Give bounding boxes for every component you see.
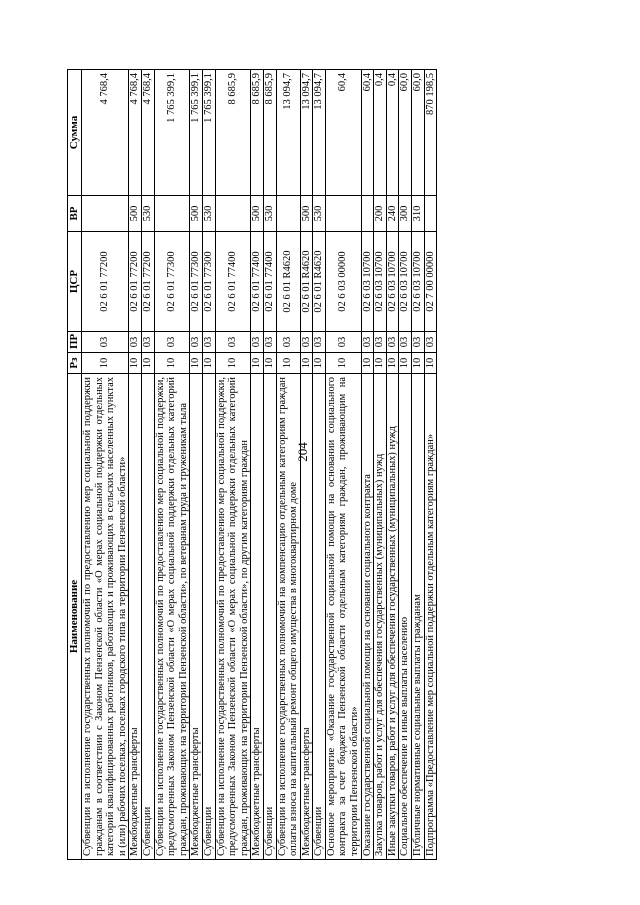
row-rz: 10 bbox=[325, 353, 361, 374]
row-name: Межбюджетные трансферты bbox=[190, 374, 203, 860]
row-csr: 02 6 03 00000 bbox=[325, 232, 361, 332]
table-row bbox=[313, 70, 326, 860]
row-csr: 02 6 01 77400 bbox=[263, 232, 276, 332]
row-rz: 10 bbox=[313, 353, 326, 374]
row-vr bbox=[361, 196, 374, 232]
row-name: Субвенции на исполнение государственных полномочий по предоставлению мер социальной поддержки, предусмотренных Законом Пензенской области «О мерах социальной поддержки отдельных категорий граждан, проживающих на территории Пензенской области», по ветеранам труда и труженикам тыла bbox=[154, 374, 190, 860]
row-pr: 03 bbox=[129, 332, 142, 353]
table-row bbox=[190, 70, 203, 860]
table-row bbox=[251, 70, 264, 860]
table-row bbox=[399, 70, 412, 860]
row-csr: 02 6 03 10700 bbox=[386, 232, 399, 332]
row-vr: 530 bbox=[263, 196, 276, 232]
row-pr: 03 bbox=[263, 332, 276, 353]
table-row bbox=[386, 70, 399, 860]
header-rz: Рз bbox=[68, 353, 82, 374]
table-row bbox=[325, 70, 361, 860]
table-row bbox=[154, 70, 190, 860]
row-vr bbox=[82, 196, 129, 232]
row-sum: 870 198,5 bbox=[424, 70, 437, 196]
row-vr bbox=[154, 196, 190, 232]
row-rz: 10 bbox=[190, 353, 203, 374]
row-vr: 500 bbox=[300, 196, 313, 232]
row-sum: 8 685,9 bbox=[263, 70, 276, 196]
row-csr: 02 6 03 10700 bbox=[412, 232, 425, 332]
row-csr: 02 6 01 77300 bbox=[154, 232, 190, 332]
row-pr: 03 bbox=[276, 332, 300, 353]
row-pr: 03 bbox=[361, 332, 374, 353]
row-name: Межбюджетные трансферты bbox=[251, 374, 264, 860]
table-row bbox=[263, 70, 276, 860]
row-pr: 03 bbox=[399, 332, 412, 353]
row-rz: 10 bbox=[276, 353, 300, 374]
row-name: Субвенции на исполнение государственных полномочий на компенсацию отдельным категориям граждан оплаты взноса на капитальный ремонт общего имущества в многоквартирном доме bbox=[276, 374, 300, 860]
table-row bbox=[412, 70, 425, 860]
row-rz: 10 bbox=[251, 353, 264, 374]
table-row bbox=[129, 70, 142, 860]
table-body bbox=[82, 70, 437, 860]
row-pr: 03 bbox=[141, 332, 154, 353]
row-rz: 10 bbox=[129, 353, 142, 374]
page-number: 204 bbox=[295, 442, 310, 462]
row-csr: 02 6 01 77300 bbox=[190, 232, 203, 332]
row-csr: 02 6 01 77300 bbox=[202, 232, 215, 332]
row-csr: 02 7 00 00000 bbox=[424, 232, 437, 332]
row-vr: 530 bbox=[313, 196, 326, 232]
row-csr: 02 6 01 77200 bbox=[82, 232, 129, 332]
table-row bbox=[424, 70, 437, 860]
row-name: Субвенции bbox=[263, 374, 276, 860]
row-sum: 4 768,4 bbox=[129, 70, 142, 196]
header-vr: ВР bbox=[68, 196, 82, 232]
row-sum: 8 685,9 bbox=[215, 70, 251, 196]
row-name: Основное мероприятие «Оказание государственной социальной помощи на основании социального контракта за счет бюджета Пензенской области отдельным категориям граждан, проживающим на территории Пензенской области» bbox=[325, 374, 361, 860]
row-rz: 10 bbox=[263, 353, 276, 374]
budget-table bbox=[67, 69, 437, 860]
row-rz: 10 bbox=[412, 353, 425, 374]
row-sum: 4 768,4 bbox=[82, 70, 129, 196]
row-vr: 300 bbox=[399, 196, 412, 232]
row-csr: 02 6 03 10700 bbox=[374, 232, 387, 332]
row-name: Субвенции на исполнение государственных полномочий по предоставлению мер социальной поддержки гражданам в соответствии с Законом Пензенской области «О мерах социальной поддержки отдельных категорий квалифицированных работников, работающих и проживающих в сельских населенных пунктах и (или) рабочих поселках, поселках городского типа на территории Пензенской области» bbox=[82, 374, 129, 860]
row-pr: 03 bbox=[215, 332, 251, 353]
row-sum: 4 768,4 bbox=[141, 70, 154, 196]
table-row bbox=[215, 70, 251, 860]
row-sum: 1 765 399,1 bbox=[154, 70, 190, 196]
row-csr: 02 6 01 R4620 bbox=[276, 232, 300, 332]
row-csr: 02 6 03 10700 bbox=[399, 232, 412, 332]
row-rz: 10 bbox=[154, 353, 190, 374]
row-name: Субвенции bbox=[313, 374, 326, 860]
rotated-page-content bbox=[67, 70, 591, 860]
row-pr: 03 bbox=[325, 332, 361, 353]
row-sum: 13 094,7 bbox=[300, 70, 313, 196]
row-vr: 200 bbox=[374, 196, 387, 232]
row-vr: 500 bbox=[190, 196, 203, 232]
header-csr: ЦСР bbox=[68, 232, 82, 332]
row-sum: 13 094,7 bbox=[313, 70, 326, 196]
row-vr: 530 bbox=[202, 196, 215, 232]
row-vr bbox=[325, 196, 361, 232]
table-row bbox=[82, 70, 129, 860]
table-row bbox=[141, 70, 154, 860]
row-sum: 1 765 399,1 bbox=[190, 70, 203, 196]
header-name: Наименование bbox=[68, 374, 82, 860]
row-name: Публичные нормативные социальные выплаты гражданам bbox=[412, 374, 425, 860]
row-sum: 8 685,9 bbox=[251, 70, 264, 196]
row-csr: 02 6 01 77400 bbox=[215, 232, 251, 332]
row-csr: 02 6 03 10700 bbox=[361, 232, 374, 332]
row-rz: 10 bbox=[424, 353, 437, 374]
row-csr: 02 6 01 77400 bbox=[251, 232, 264, 332]
row-rz: 10 bbox=[361, 353, 374, 374]
row-name: Закупка товаров, работ и услуг для обеспечения государственных (муниципальных) нужд bbox=[374, 374, 387, 860]
row-pr: 03 bbox=[202, 332, 215, 353]
row-pr: 03 bbox=[313, 332, 326, 353]
row-csr: 02 6 01 77200 bbox=[141, 232, 154, 332]
row-pr: 03 bbox=[154, 332, 190, 353]
row-name: Оказание государственной социальной помощи на основании социального контракта bbox=[361, 374, 374, 860]
table-row bbox=[361, 70, 374, 860]
row-rz: 10 bbox=[141, 353, 154, 374]
row-vr bbox=[424, 196, 437, 232]
row-csr: 02 6 01 R4620 bbox=[300, 232, 313, 332]
row-sum: 13 094,7 bbox=[276, 70, 300, 196]
row-rz: 10 bbox=[202, 353, 215, 374]
row-name: Подпрограмма «Предоставление мер социальной поддержки отдельным категориям граждан» bbox=[424, 374, 437, 860]
row-rz: 10 bbox=[386, 353, 399, 374]
table-header-row bbox=[68, 70, 82, 860]
row-csr: 02 6 01 77200 bbox=[129, 232, 142, 332]
row-pr: 03 bbox=[251, 332, 264, 353]
row-vr bbox=[276, 196, 300, 232]
row-rz: 10 bbox=[374, 353, 387, 374]
header-sum: Сумма bbox=[68, 70, 82, 196]
table-row bbox=[300, 70, 313, 860]
row-sum: 60,4 bbox=[325, 70, 361, 196]
row-sum: 0,4 bbox=[374, 70, 387, 196]
row-name: Субвенции bbox=[141, 374, 154, 860]
table-row bbox=[374, 70, 387, 860]
row-vr: 500 bbox=[129, 196, 142, 232]
row-vr: 530 bbox=[141, 196, 154, 232]
row-name: Социальное обеспечение и иные выплаты населению bbox=[399, 374, 412, 860]
row-vr bbox=[215, 196, 251, 232]
row-sum: 60,4 bbox=[361, 70, 374, 196]
row-pr: 03 bbox=[82, 332, 129, 353]
row-rz: 10 bbox=[215, 353, 251, 374]
header-pr: ПР bbox=[68, 332, 82, 353]
row-rz: 10 bbox=[82, 353, 129, 374]
row-sum: 60,0 bbox=[399, 70, 412, 196]
row-vr: 500 bbox=[251, 196, 264, 232]
table-row bbox=[276, 70, 300, 860]
row-sum: 0,4 bbox=[386, 70, 399, 196]
row-rz: 10 bbox=[300, 353, 313, 374]
row-pr: 03 bbox=[374, 332, 387, 353]
row-pr: 03 bbox=[300, 332, 313, 353]
row-rz: 10 bbox=[399, 353, 412, 374]
row-pr: 03 bbox=[190, 332, 203, 353]
row-vr: 240 bbox=[386, 196, 399, 232]
row-name: Субвенции bbox=[202, 374, 215, 860]
table-row bbox=[202, 70, 215, 860]
row-name: Межбюджетные трансферты bbox=[129, 374, 142, 860]
row-csr: 02 6 01 R4620 bbox=[313, 232, 326, 332]
row-sum: 60,0 bbox=[412, 70, 425, 196]
row-name: Субвенции на исполнение государственных полномочий по предоставлению мер социальной поддержки, предусмотренных Законом Пензенской области «О мерах социальной поддержки отдельных категорий граждан, проживающих на территории Пензенской области», по другим категориям граждан bbox=[215, 374, 251, 860]
row-sum: 1 765 399,1 bbox=[202, 70, 215, 196]
row-name: Межбюджетные трансферты bbox=[300, 374, 313, 860]
row-pr: 03 bbox=[386, 332, 399, 353]
row-vr: 310 bbox=[412, 196, 425, 232]
row-pr: 03 bbox=[424, 332, 437, 353]
row-pr: 03 bbox=[412, 332, 425, 353]
row-name: Иные закупки товаров, работ и услуг для обеспечения государственных (муниципальных) нужд bbox=[386, 374, 399, 860]
